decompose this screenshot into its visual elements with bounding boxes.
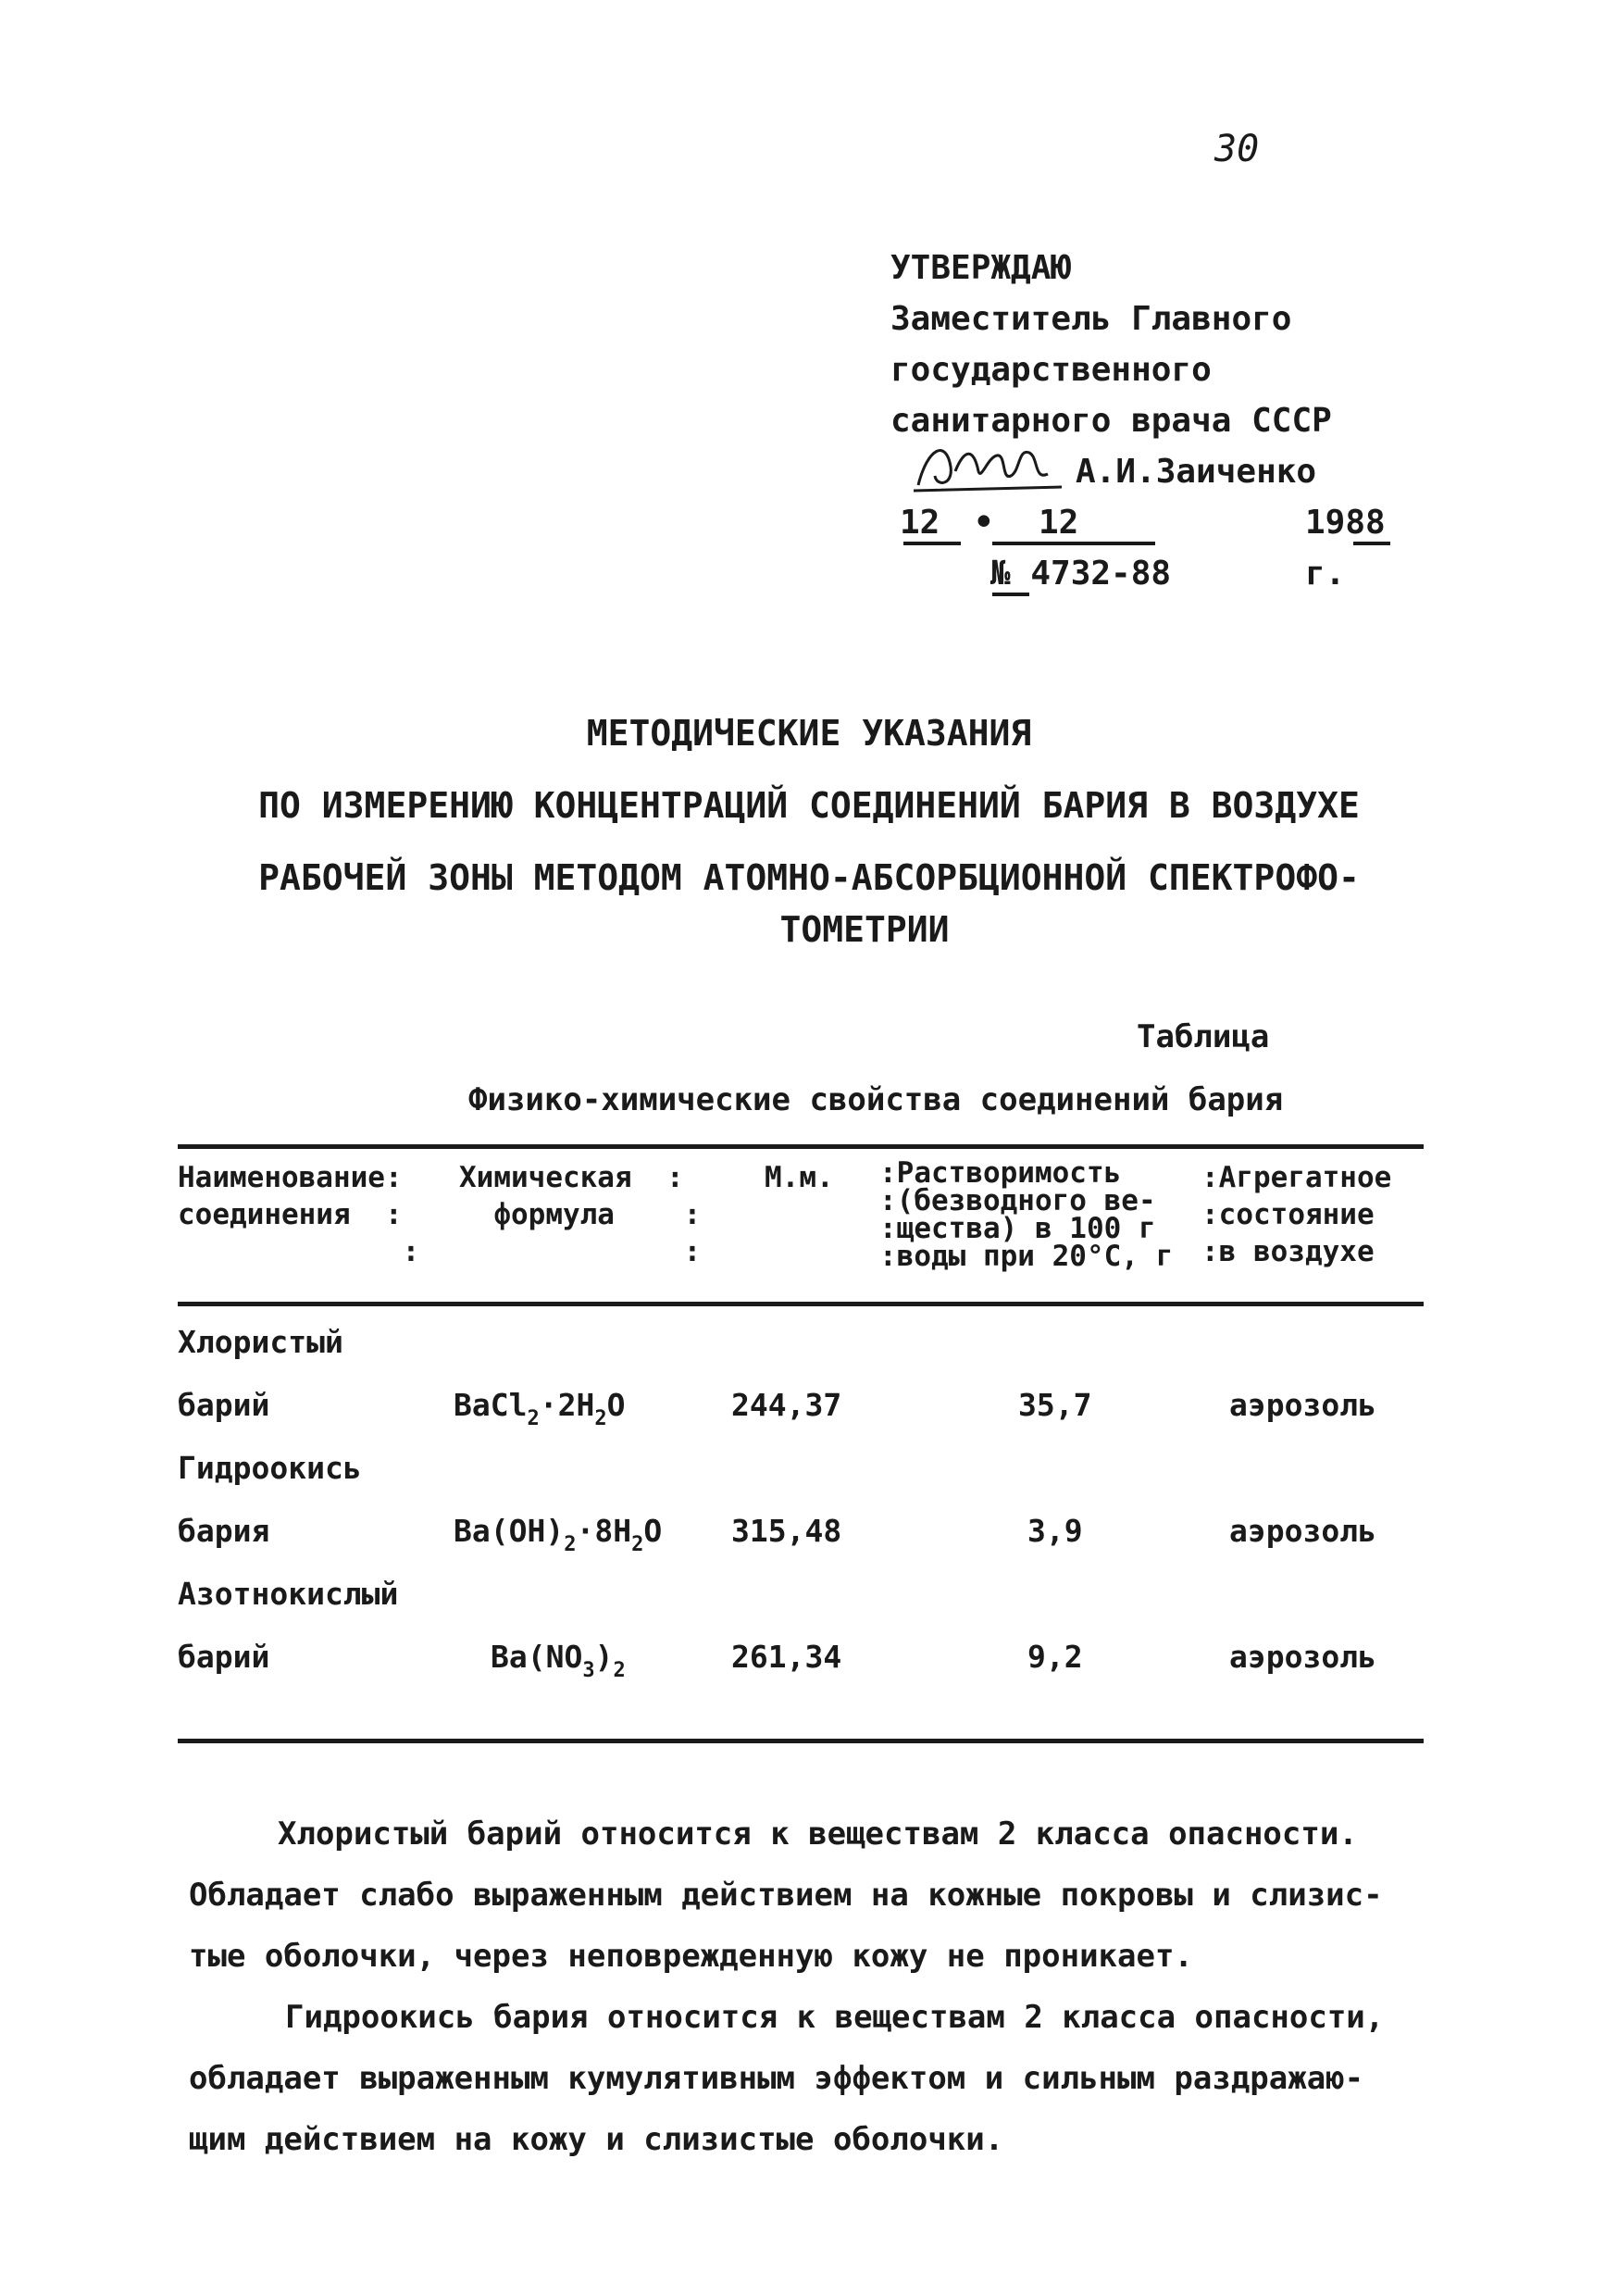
header-mw: М.м. <box>765 1161 834 1194</box>
title-line-3: РАБОЧЕЙ ЗОНЫ МЕТОДОМ АТОМНО-АБСОРБЦИОННОЙ СПЕКТРОФО- <box>258 857 1360 898</box>
page-number: 30 <box>1214 128 1260 170</box>
row1-formula: $BaCl_2\cdot 2H_2O$ <box>454 1387 626 1430</box>
date-day: 12 <box>900 504 940 542</box>
row2-mw: 315,48 <box>731 1513 842 1549</box>
row1-mw: 244,37 <box>731 1387 842 1423</box>
row3-formula: $Ba(NO_3)_2$ <box>491 1639 626 1682</box>
row3-name-line2: барий <box>178 1639 270 1675</box>
handwritten-signature <box>909 430 1066 498</box>
doc-number: № 4732-88 <box>990 555 1172 593</box>
signature-row <box>890 446 1332 497</box>
row2-name-line2: бария <box>178 1513 270 1549</box>
table-bottom-rule <box>178 1739 1424 1743</box>
row2-solubility: 3,9 <box>1027 1513 1083 1549</box>
approval-header: УТВЕРЖДАЮ <box>890 249 1072 287</box>
paragraph-1-line-2: Обладает слабо выраженным действием на кожные покровы и слизис- <box>189 1877 1383 1914</box>
paragraph-1-line-1: Хлористый барий относится к веществам 2 класса опасности. <box>278 1816 1358 1853</box>
approval-date: 12 • 12 1988 г. <box>890 497 1332 548</box>
row2-state: аэрозоль <box>1229 1513 1376 1549</box>
approval-position-line1: Заместитель Главного <box>890 300 1292 338</box>
approval-signer: А.И.Заиченко <box>1076 453 1317 491</box>
row1-name-line2: барий <box>178 1387 270 1423</box>
header-bottom-rule <box>178 1302 1424 1306</box>
header-state: :Агрегатное :состояние :в воздухе <box>1201 1161 1392 1268</box>
row3-state: аэрозоль <box>1229 1639 1376 1675</box>
table-caption: Физико-химические свойства соединений бария <box>468 1081 1284 1118</box>
row3-name-line1: Азотнокислый <box>178 1576 399 1612</box>
approval-position-line2: государственного <box>890 351 1212 389</box>
approval-block <box>890 243 1386 599</box>
approval-position-line3: санитарного врача СССР <box>890 402 1332 440</box>
header-formula: Химическая : формула : : <box>459 1161 702 1268</box>
row1-name-line1: Хлористый <box>178 1324 343 1360</box>
row3-solubility: 9,2 <box>1027 1639 1083 1675</box>
paragraph-1 <box>189 1803 1383 1987</box>
paragraph-2-line-1: Гидроокись бария относится к веществам 2 класса опасности, <box>285 1999 1385 2036</box>
row1-solubility: 35,7 <box>1018 1387 1092 1423</box>
row1-state: аэрозоль <box>1229 1387 1376 1423</box>
row2-name-line1: Гидроокись <box>178 1450 362 1486</box>
row3-mw: 261,34 <box>731 1639 842 1675</box>
title-line-1: МЕТОДИЧЕСКИЕ УКАЗАНИЯ <box>586 713 1032 754</box>
title-line-2: ПО ИЗМЕРЕНИЮ КОНЦЕНТРАЦИЙ СОЕДИНЕНИЙ БАРИЯ В ВОЗДУХЕ <box>258 785 1360 826</box>
date-year: 1988 г. <box>1305 504 1386 593</box>
date-month: 12 <box>1039 504 1079 542</box>
approval-number-row <box>890 548 1332 599</box>
table-top-rule <box>178 1144 1424 1149</box>
row2-formula: $Ba(OH)_2\cdot 8H_2O$ <box>454 1513 663 1556</box>
header-solubility: :Растворимость :(безводного ве- :щества) в 100 г :воды при 20°С, г <box>879 1156 1174 1273</box>
header-name: Наименование: соединения : : <box>178 1161 420 1268</box>
paragraph-1-line-3: тые оболочки, через неповрежденную кожу не проникает. <box>189 1938 1193 1975</box>
table-label: Таблица <box>1137 1018 1270 1055</box>
title-line-4: ТОМЕТРИИ <box>779 909 950 950</box>
paragraph-2 <box>189 1987 1384 2170</box>
paragraph-2-line-2: обладает выраженным кумулятивным эффектом и сильным раздражаю- <box>189 2060 1364 2097</box>
paragraph-2-line-3: щим действием на кожу и слизистые оболочки. <box>189 2121 1004 2158</box>
